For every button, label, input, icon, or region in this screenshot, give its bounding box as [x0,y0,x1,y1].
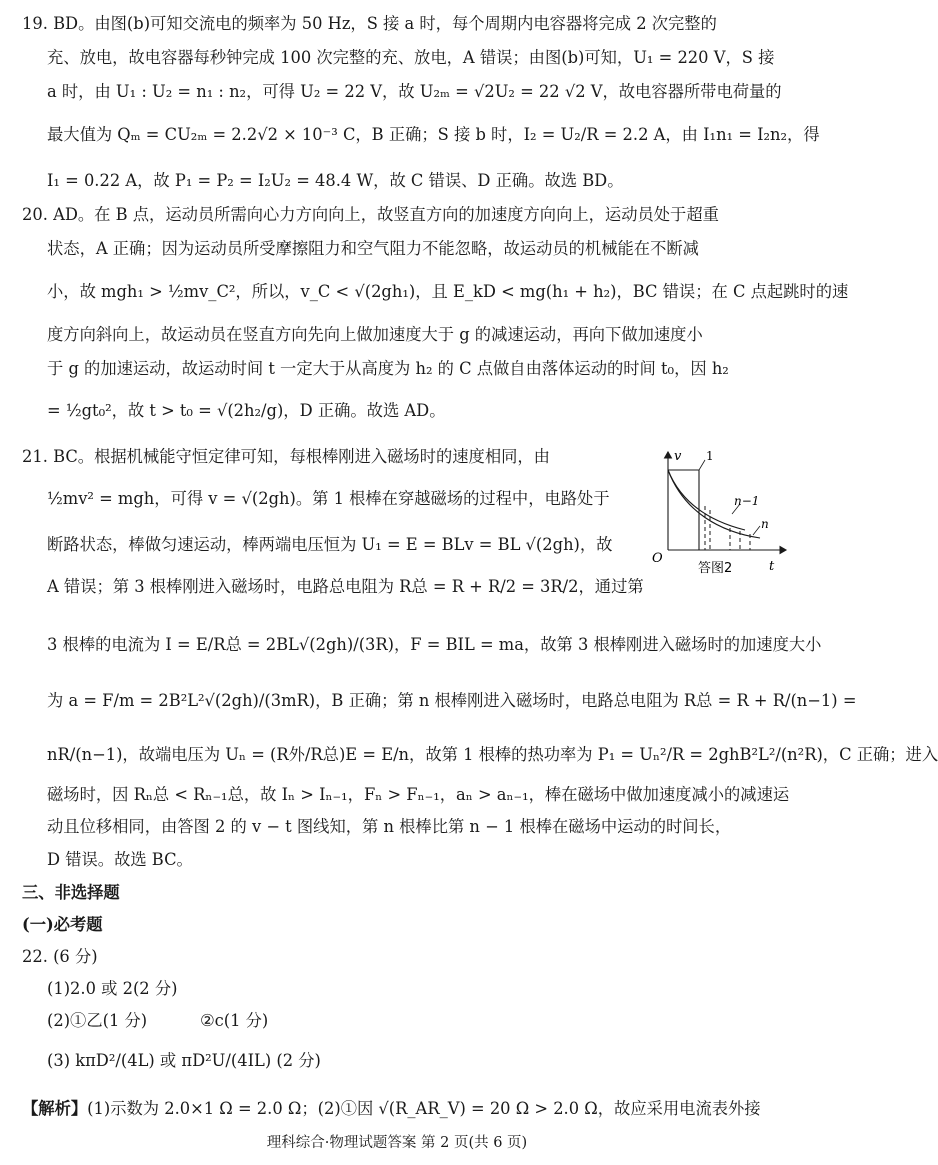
vt-graph-figure [650,446,790,576]
figure-caption: 答图2 [698,561,733,576]
curve-1-label: 1 [706,449,714,463]
section-sub-heading: (一)必考题 [22,915,103,934]
q21-line-4: A 错误；第 3 根棒刚进入磁场时，电路总电阻为 R总 = R + R/2 = 3R/2，通过第 [47,577,644,596]
curve-n-leader [753,526,760,535]
q20-line-3: 小，故 mgh₁ > ½mv_C²，所以，v_C < √(2gh₁)，且 E_kD < mg(h₁ + h₂)，BC 错误；在 C 点起跳时的速 [47,282,849,301]
q20-line-6: = ½gt₀²，故 t > t₀ = √(2h₂/g)，D 正确。故选 AD。 [47,401,446,420]
q22-part-3: (3) kπD²/(4L) 或 πD²U/(4IL) (2 分) [47,1051,321,1070]
v-axis-label: v [674,449,682,464]
q21-line-6: 为 a = F/m = 2B²L²√(2gh)/(3mR)，B 正确；第 n 根棒刚进入磁场时，电路总电阻为 R总 = R + R/(n−1) = [47,691,857,710]
curve-n-label: n [761,517,769,531]
q21-line-9: 动且位移相同，由答图 2 的 v − t 图线知，第 n 根棒比第 n − 1 根棒在磁场中运动的时间长， [47,817,732,836]
q22-part-1: (1)2.0 或 2(2 分) [47,979,178,998]
q21-line-2: ½mv² = mgh，可得 v = √(2gh)。第 1 根棒在穿越磁场的过程中，电路处于 [47,489,610,508]
analysis-tag: 【解析】 [22,1099,88,1118]
q21-line-1: 21. BC。根据机械能守恒定律可知，每根棒刚进入磁场时的速度相同，由 [22,447,550,466]
q21-line-5: 3 根棒的电流为 I = E/R总 = 2BL√(2gh)/(3R)，F = BIL = ma，故第 3 根棒刚进入磁场时的加速度大小 [47,635,822,654]
analysis-text: (1)示数为 2.0×1 Ω = 2.0 Ω；(2)①因 √(R_AR_V) = 20 Ω > 2.0 Ω，故应采用电流表外接 [87,1099,761,1118]
q21-line-10: D 错误。故选 BC。 [47,850,193,869]
q22-part-2a: (2)①乙(1 分) [47,1011,148,1030]
q19-line-3: a 时，由 U₁ : U₂ = n₁ : n₂，可得 U₂ = 22 V，故 U₂ₘ = √2U₂ = 22 √2 V，故电容器所带电荷量的 [47,82,782,101]
q20-line-4: 度方向斜向上，故运动员在竖直方向先向上做加速度大于 g 的减速运动，再向下做加速度小 [47,325,703,344]
q19-line-1: 19. BD。由图(b)可知交流电的频率为 50 Hz，S 接 a 时，每个周期内电容器将完成 2 次完整的 [22,14,717,33]
q22-part-2b: ②c(1 分) [200,1011,269,1030]
q20-line-1: 20. AD。在 B 点，运动员所需向心力方向向上，故竖直方向的加速度方向向上，运动员处于超重 [22,205,719,224]
q21-line-3: 断路状态，棒做匀速运动，棒两端电压恒为 U₁ = E = BLv = BL √(2gh)，故 [47,535,613,554]
section-heading: 三、非选择题 [22,883,120,902]
page-footer: 理科综合·物理试题答案 第 2 页(共 6 页) [266,1135,528,1151]
q21-line-7: nR/(n−1)，故端电压为 Uₙ = (R外/R总)E = E/n，故第 1 根棒的热功率为 P₁ = Uₙ²/R = 2ghB²L²/(n²R)，C 正确；进入 [47,745,938,764]
q19-line-5: I₁ = 0.22 A，故 P₁ = P₂ = I₂U₂ = 48.4 W，故 C 错误、D 正确。故选 BD。 [47,171,624,190]
t-axis-label: t [769,559,775,574]
q19-line-2: 充、放电，故电容器每秒钟完成 100 次完整的充、放电，A 错误；由图(b)可知，U₁ = 220 V，S 接 [47,48,775,67]
q20-line-5: 于 g 的加速运动，故运动时间 t 一定大于从高度为 h₂ 的 C 点做自由落体运动的时间 t₀，因 h₂ [47,359,729,378]
q21-line-8: 磁场时，因 Rₙ总 < Rₙ₋₁总，故 Iₙ > Iₙ₋₁，Fₙ > Fₙ₋₁，aₙ > aₙ₋₁，棒在磁场中做加速度减小的减速运 [47,785,790,804]
q22-analysis [22,1098,761,1120]
curve-1-leader [699,460,705,470]
q20-line-2: 状态，A 正确；因为运动员所受摩擦阻力和空气阻力不能忽略，故运动员的机械能在不断减 [47,239,699,258]
q19-line-4: 最大值为 Qₘ = CU₂ₘ = 2.2√2 × 10⁻³ C，B 正确；S 接 b 时，I₂ = U₂/R = 2.2 A，由 I₁n₁ = I₂n₂，得 [47,125,820,144]
curve-n-minus-1-label: n−1 [734,494,760,508]
q22-title: 22. (6 分) [22,947,98,966]
origin-label: O [652,551,663,566]
curve-1 [668,470,699,550]
